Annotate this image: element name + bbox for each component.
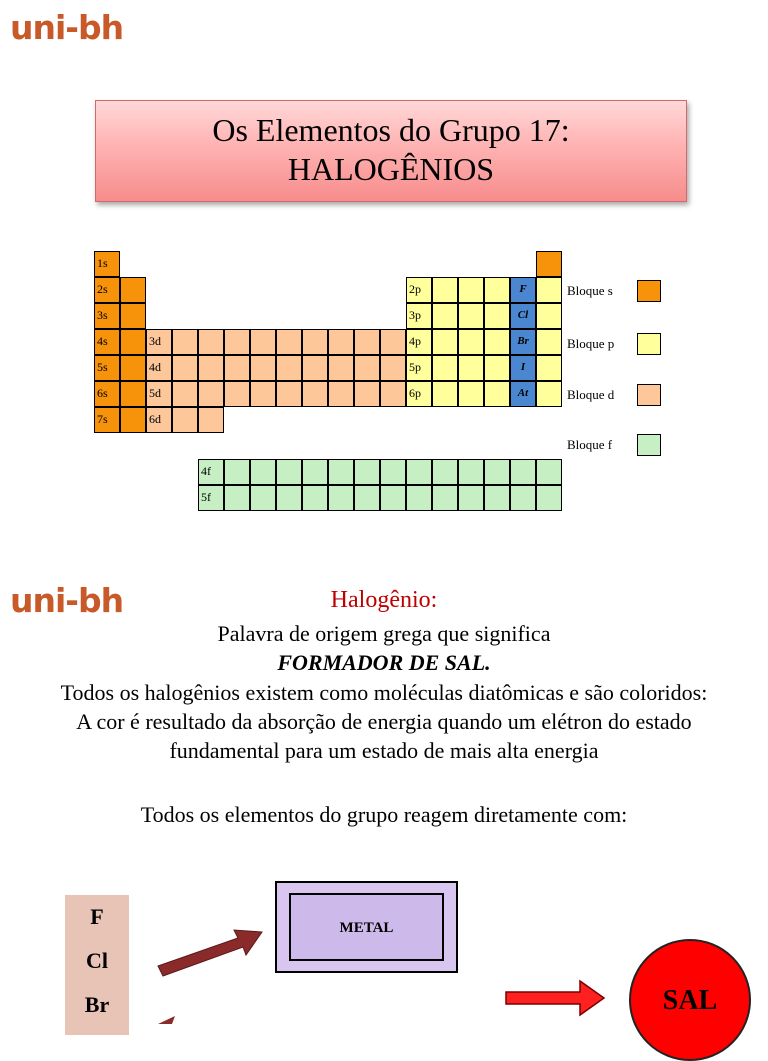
reaction-intro: Todos os elementos do grupo reagem diretamente com:	[140, 802, 628, 827]
sal-circle: SAL	[629, 939, 751, 1061]
description-line-2: A cor é resultado da absorção de energia quando um elétron do estado	[76, 709, 692, 734]
halogen-cell: Br	[510, 329, 536, 355]
element-f: F	[90, 904, 104, 929]
element-cl: Cl	[86, 948, 108, 973]
definition-line: Palavra de origem grega que significa	[217, 621, 551, 646]
halogen-cell: I	[510, 355, 536, 381]
legend-label-d: Bloque d	[567, 387, 615, 402]
s-block-label-cell: 1s	[94, 251, 120, 277]
halogen-cell: F	[510, 277, 536, 303]
arrow-to-metal	[158, 930, 262, 976]
element-br: Br	[84, 992, 110, 1017]
d-block-label-cell: 4d	[146, 355, 172, 381]
f-block-label-cell: 5f	[198, 485, 224, 511]
s-block-label-cell: 7s	[94, 407, 120, 433]
halogen-cell: At	[510, 381, 536, 407]
s-block-label-cell: 5s	[94, 355, 120, 381]
s-block-label-cell: 6s	[94, 381, 120, 407]
d-block-label-cell: 6d	[146, 407, 172, 433]
legend-label-s: Bloque s	[567, 283, 613, 298]
s-block-label-cell: 4s	[94, 329, 120, 355]
halogenio-heading: Halogênio:	[330, 587, 438, 613]
halogen-cell: Cl	[510, 303, 536, 329]
unibh-logo-2: uni-bh	[10, 581, 124, 620]
title-line-1: Os Elementos do Grupo 17:	[212, 112, 570, 148]
p-block-label-cell: 6p	[406, 381, 432, 407]
legend-label-f: Bloque f	[567, 437, 613, 452]
d-block-label-cell: 5d	[146, 381, 172, 407]
description-line-3: fundamental para um estado de mais alta energia	[169, 738, 599, 763]
arrow-lower	[158, 1016, 175, 1024]
metal-box	[275, 881, 458, 973]
s-block-label-cell: 2s	[94, 277, 120, 303]
d-block-label-cell: 3d	[146, 329, 172, 355]
f-block-label-cell: 4f	[198, 459, 224, 485]
p-block-label-cell: 4p	[406, 329, 432, 355]
p-block-label-cell: 3p	[406, 303, 432, 329]
description-line-1: Todos os halogênios existem como moléculas diatômicas e são coloridos:	[60, 680, 708, 705]
legend-label-p: Bloque p	[567, 336, 615, 351]
p-block-label-cell: 5p	[406, 355, 432, 381]
title-line-2: HALOGÊNIOS	[287, 151, 495, 187]
s-block-label-cell: 3s	[94, 303, 120, 329]
metal-label: METAL	[289, 893, 444, 961]
arrow-to-sal	[506, 981, 604, 1015]
unibh-logo: uni-bh	[10, 8, 124, 47]
definition-emphasis: FORMADOR DE SAL.	[277, 650, 491, 675]
p-block-label-cell: 2p	[406, 277, 432, 303]
